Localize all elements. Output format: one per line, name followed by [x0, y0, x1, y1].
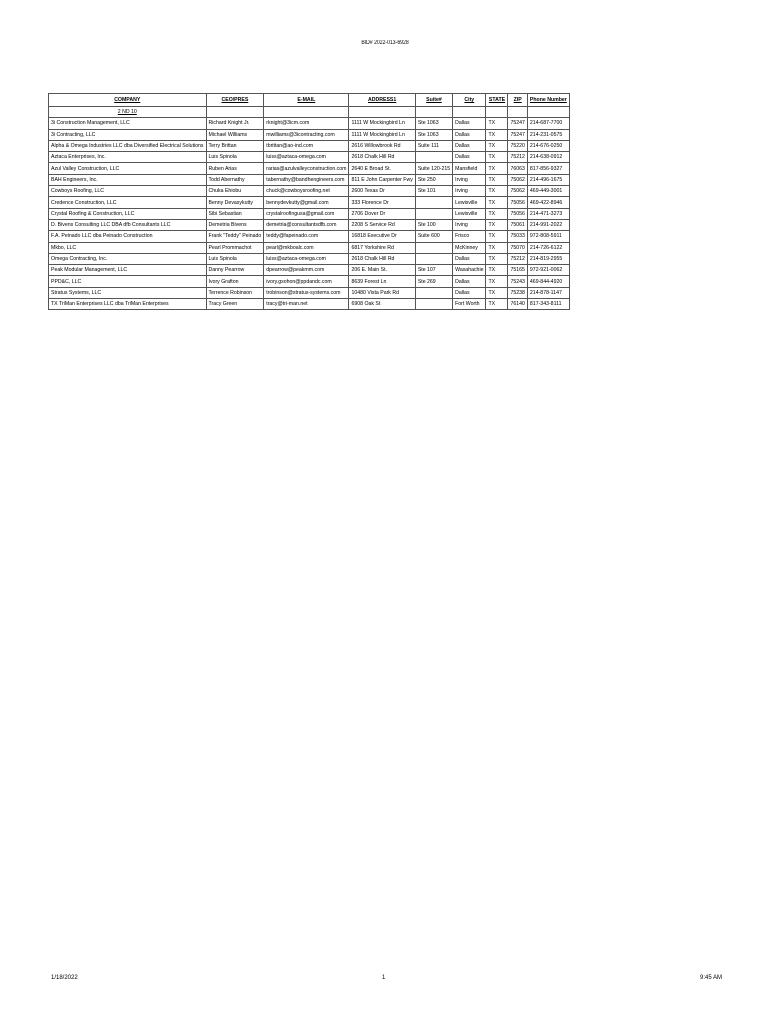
table-cell: TX	[486, 140, 508, 151]
table-cell: Ste 107	[415, 265, 452, 276]
table-cell	[415, 197, 452, 208]
table-cell: 75033	[508, 231, 527, 242]
table-cell: Dallas	[453, 129, 486, 140]
column-header: COMPANY	[49, 94, 207, 107]
table-cell: 214-726-6122	[527, 242, 569, 253]
table-cell: 76140	[508, 299, 527, 310]
table-cell: Azul Valley Construction, LLC	[49, 163, 207, 174]
table-cell: Luis Spinola	[206, 253, 264, 264]
table-cell: TX	[486, 265, 508, 276]
table-cell: TX	[486, 253, 508, 264]
table-row	[49, 129, 570, 140]
table-cell: tabernathy@bandhengineers.com	[264, 174, 349, 185]
table-cell: Irving	[453, 186, 486, 197]
table-cell	[415, 299, 452, 310]
table-cell: Ste 101	[415, 186, 452, 197]
table-cell: 75238	[508, 287, 527, 298]
table-cell: TX	[486, 208, 508, 219]
table-cell: Luis Spinola	[206, 152, 264, 163]
table-cell: Chuka Ehiobu	[206, 186, 264, 197]
column-header: STATE	[486, 94, 508, 107]
table-cell: 3i Construction Management, LLC	[49, 118, 207, 129]
column-header: Suite#	[415, 94, 452, 107]
table-cell: Frank "Teddy" Peinado	[206, 231, 264, 242]
table-cell: Benny Devasykutty	[206, 197, 264, 208]
table-cell: 214-471-3273	[527, 208, 569, 219]
table-cell: Ruben Arias	[206, 163, 264, 174]
table-cell: TX	[486, 129, 508, 140]
table-row	[49, 118, 570, 129]
table-cell: 75212	[508, 253, 527, 264]
table-cell: TX TriMan Enterprises LLC dba TriMan Enterprises	[49, 299, 207, 310]
table-cell: rknight@3icm.com	[264, 118, 349, 129]
table-cell: TX	[486, 299, 508, 310]
table-cell: Lewisville	[453, 197, 486, 208]
table-cell: Suite 111	[415, 140, 452, 151]
table-cell: TX	[486, 152, 508, 163]
table-cell: Michael Williams	[206, 129, 264, 140]
table-cell: 75056	[508, 197, 527, 208]
table-cell	[415, 253, 452, 264]
table-cell: 817-856-9327	[527, 163, 569, 174]
table-cell	[415, 208, 452, 219]
table-cell: trobinson@stratus-systems.com	[264, 287, 349, 298]
table-row	[49, 140, 570, 151]
table-cell: 214-687-7700	[527, 118, 569, 129]
column-header: E-MAIL	[264, 94, 349, 107]
table-cell: 2618 Chalk Hill Rd	[349, 253, 415, 264]
table-row	[49, 231, 570, 242]
table-cell: Ste 100	[415, 219, 452, 230]
table-row	[49, 186, 570, 197]
table-cell: 75070	[508, 242, 527, 253]
table-cell: Peak Modular Management, LLC	[49, 265, 207, 276]
table-cell: 75220	[508, 140, 527, 151]
table-cell: Dallas	[453, 152, 486, 163]
table-cell: Ste 250	[415, 174, 452, 185]
table-cell: 2616 Willowbrook Rd	[349, 140, 415, 151]
table-cell: Sibi Sebastian	[206, 208, 264, 219]
table-cell: 469-844-4920	[527, 276, 569, 287]
table-cell: 3i Contracting, LLC	[49, 129, 207, 140]
table-cell: Ivory Grafton	[206, 276, 264, 287]
table-cell: TX	[486, 287, 508, 298]
table-cell	[415, 242, 452, 253]
table-cell: 75062	[508, 186, 527, 197]
table-cell: 214-819-2955	[527, 253, 569, 264]
table-row	[49, 197, 570, 208]
table-cell: Alpha & Omega Industries LLC dba Diversified Electrical Solutions	[49, 140, 207, 151]
table-cell: 75062	[508, 174, 527, 185]
table-cell: 6817 Yorkshire Rd	[349, 242, 415, 253]
footer-page-number: 1	[382, 975, 386, 981]
table-cell: 75212	[508, 152, 527, 163]
column-header: City	[453, 94, 486, 107]
table-row	[49, 287, 570, 298]
table-cell: TX	[486, 174, 508, 185]
table-cell: Irving	[453, 174, 486, 185]
table-cell: 2208 S Service Rd	[349, 219, 415, 230]
table-row	[49, 174, 570, 185]
table-cell: Credence Construction, LLC	[49, 197, 207, 208]
table-cell: TX	[486, 186, 508, 197]
table-cell: 214-676-0250	[527, 140, 569, 151]
page-header: BID# 2022-013-6928	[361, 40, 409, 46]
table-cell: F.A. Peinado LLC dba Peinado Construction	[49, 231, 207, 242]
table-row	[49, 253, 570, 264]
table-cell: Lewisville	[453, 208, 486, 219]
table-cell: 75243	[508, 276, 527, 287]
table-cell: 76063	[508, 163, 527, 174]
table-cell: Ste 269	[415, 276, 452, 287]
table-cell: Fort Worth	[453, 299, 486, 310]
table-cell: 469-422-8946	[527, 197, 569, 208]
table-cell: 214-496-1675	[527, 174, 569, 185]
table-cell: Waxahachie	[453, 265, 486, 276]
table-row	[49, 276, 570, 287]
subheader-cell: 2 ND 10	[49, 107, 207, 118]
table-cell: 6908 Oak St	[349, 299, 415, 310]
table-cell: 10480 Vista Park Rd	[349, 287, 415, 298]
table-cell: Suite 120-215	[415, 163, 452, 174]
table-cell: PPD&C, LLC	[49, 276, 207, 287]
table-cell: Danny Pearrow	[206, 265, 264, 276]
table-cell: Aztaca Enterprises, Inc.	[49, 152, 207, 163]
table-cell: Todd Abernathy	[206, 174, 264, 185]
table-cell: luiss@aztaca-omega.com	[264, 253, 349, 264]
table-cell: 75165	[508, 265, 527, 276]
table-cell: Tracy Green	[206, 299, 264, 310]
vendor-table	[48, 93, 570, 310]
table-cell: Dallas	[453, 287, 486, 298]
table-row	[49, 299, 570, 310]
table-cell: 75247	[508, 129, 527, 140]
table-cell: 214-878-1147	[527, 287, 569, 298]
table-cell: Stratus Systems, LLC	[49, 287, 207, 298]
table-cell: Suite 600	[415, 231, 452, 242]
table-cell: chuck@cowboysroofing.net	[264, 186, 349, 197]
table-cell: 972-921-0062	[527, 265, 569, 276]
footer-time: 9:45 AM	[700, 975, 723, 981]
table-cell: 214-991-2022	[527, 219, 569, 230]
table-row	[49, 219, 570, 230]
table-row	[49, 152, 570, 163]
table-row	[49, 265, 570, 276]
table-cell: Demetria Bivens	[206, 219, 264, 230]
table-cell: Ste 1063	[415, 129, 452, 140]
header-row	[49, 94, 570, 107]
footer-date: 1/18/2022	[51, 975, 78, 981]
table-cell: TX	[486, 219, 508, 230]
table-cell: Terry Brittan	[206, 140, 264, 151]
column-header: Phone Number	[527, 94, 569, 107]
table-cell: D. Bivens Consulting LLC DBA dfb Consultants LLC	[49, 219, 207, 230]
table-cell: 469-449-3001	[527, 186, 569, 197]
table-cell: demetria@consultantsdfb.com	[264, 219, 349, 230]
table-cell: mwilliams@3icontracting.com	[264, 129, 349, 140]
column-header: CEO/PRES	[206, 94, 264, 107]
table-cell: TX	[486, 231, 508, 242]
table-cell: BAH Engineers, Inc.	[49, 174, 207, 185]
table-cell: pearl@mkboalc.com	[264, 242, 349, 253]
table-cell: Irving	[453, 219, 486, 230]
column-header: ADDRESS1	[349, 94, 415, 107]
table-cell: 75056	[508, 208, 527, 219]
table-cell: 333 Florence Dr	[349, 197, 415, 208]
table-cell: Richard Knight Jr.	[206, 118, 264, 129]
table-cell	[415, 287, 452, 298]
table-cell: 817-343-8111	[527, 299, 569, 310]
table-cell: luiss@aztaca-omega.com	[264, 152, 349, 163]
table-cell: 2706 Dover Dr	[349, 208, 415, 219]
table-cell: tbrittan@ao-ind.com	[264, 140, 349, 151]
table-cell: teddy@fapeinado.com	[264, 231, 349, 242]
table-cell: dpearrow@peakmm.com	[264, 265, 349, 276]
table-cell: rarias@azulvalleyconstruction.com	[264, 163, 349, 174]
table-cell: 214-638-0912	[527, 152, 569, 163]
table-cell: TX	[486, 197, 508, 208]
table-cell: Frisco	[453, 231, 486, 242]
table-cell: 75247	[508, 118, 527, 129]
table-cell: tracy@tri-man.net	[264, 299, 349, 310]
table-cell: 811 E John Carpenter Fwy	[349, 174, 415, 185]
table-cell: 2618 Chalk Hill Rd	[349, 152, 415, 163]
table-cell: Terrence Robinson	[206, 287, 264, 298]
table-cell: 2640 E Broad St.	[349, 163, 415, 174]
table-cell: Dallas	[453, 253, 486, 264]
table-cell: 214-231-0575	[527, 129, 569, 140]
table-cell: Pearl Prommachot	[206, 242, 264, 253]
table-cell: TX	[486, 163, 508, 174]
table-cell: 75061	[508, 219, 527, 230]
table-cell: Dallas	[453, 118, 486, 129]
table-cell: 1111 W Mockingbird Ln	[349, 129, 415, 140]
table-cell: Dallas	[453, 140, 486, 151]
table-cell	[415, 152, 452, 163]
table-cell: Crystal Roofing & Construction, LLC	[49, 208, 207, 219]
table-row	[49, 208, 570, 219]
table-cell: Dallas	[453, 276, 486, 287]
table-cell: Mansfield	[453, 163, 486, 174]
table-cell: McKinney	[453, 242, 486, 253]
table-cell: TX	[486, 118, 508, 129]
table-cell: bennydevkutty@gmail.com	[264, 197, 349, 208]
table-cell: 206 E. Main St.	[349, 265, 415, 276]
table-cell: Cowboys Roofing, LLC	[49, 186, 207, 197]
table-cell: TX	[486, 242, 508, 253]
table-row	[49, 163, 570, 174]
table-cell: 16818 Executive Dr	[349, 231, 415, 242]
table-cell: 8639 Forest Ln	[349, 276, 415, 287]
subheader-row	[49, 107, 570, 118]
table-row	[49, 242, 570, 253]
table-cell: Mkbo, LLC	[49, 242, 207, 253]
table-cell: 1111 W Mockingbird Ln	[349, 118, 415, 129]
table-cell: ivory.gsohon@ppdandc.com	[264, 276, 349, 287]
table-cell: TX	[486, 276, 508, 287]
table-cell: 2600 Texas Dr	[349, 186, 415, 197]
table-cell: Omega Contracting, Inc.	[49, 253, 207, 264]
table-cell: crystalroofingusa@gmail.com	[264, 208, 349, 219]
column-header: ZIP	[508, 94, 527, 107]
table-cell: 972-808-5911	[527, 231, 569, 242]
table-cell: Ste 1063	[415, 118, 452, 129]
